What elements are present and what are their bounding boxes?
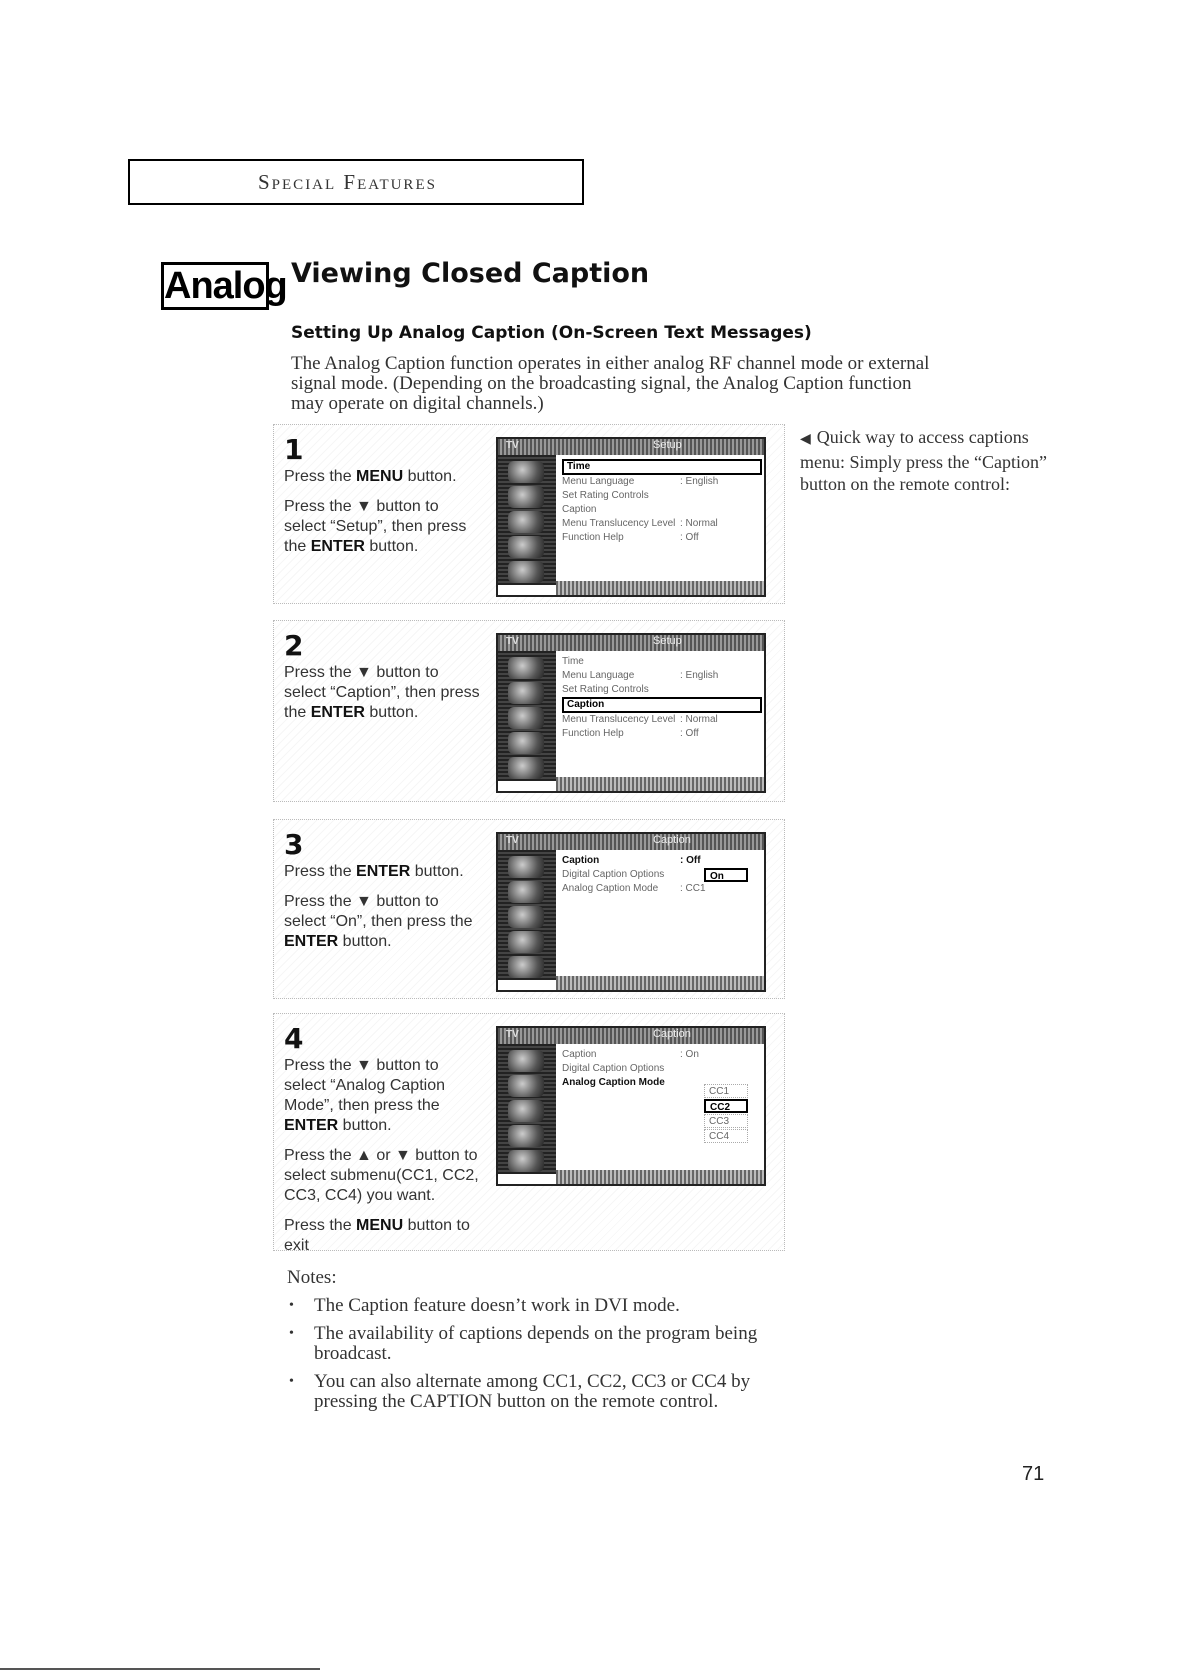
instruction-text: Press the (284, 1217, 357, 1234)
instruction-text: button. (338, 1117, 392, 1134)
menu-category-icon (508, 1100, 544, 1122)
notes-list (287, 1296, 787, 1412)
quick-access-text: Quick way to access captions menu: Simply press the “Caption” button on the remote control: (800, 427, 1047, 494)
menu-category-icon (508, 561, 544, 583)
tv-menu-title: Setup (653, 439, 682, 451)
tv-menu-item (562, 697, 762, 713)
tv-menu-item-label: Set Rating Controls (562, 684, 649, 695)
tv-menu-item (562, 489, 762, 503)
tv-menu-item (562, 854, 762, 868)
tv-menu-title: Caption (653, 1028, 691, 1040)
instruction-text: Press the (284, 468, 357, 485)
step-number: 4 (284, 1022, 304, 1055)
tv-menu-item-label: Menu Language (562, 476, 635, 487)
tv-menu-title: Setup (653, 635, 682, 647)
step-instructions (284, 467, 484, 567)
tv-menu-footer (556, 777, 764, 791)
tv-menu-header (498, 635, 764, 651)
button-name: ENTER (310, 538, 365, 555)
tv-menu-screen (496, 1026, 766, 1186)
bottom-rule (0, 1668, 320, 1670)
tv-menu-footer (556, 976, 764, 990)
menu-category-icon (508, 707, 544, 729)
instruction-line (284, 1146, 484, 1206)
menu-category-icon (508, 511, 544, 533)
tv-menu-item-label: Digital Caption Options (562, 1063, 665, 1074)
tv-menu-footer (556, 1170, 764, 1184)
intro-paragraph (291, 354, 991, 414)
menu-category-icon (508, 536, 544, 558)
tv-menu-item (562, 531, 762, 545)
tv-menu-title: Caption (653, 834, 691, 846)
tv-menu-item-value: : Normal (680, 518, 718, 529)
tv-menu-item-value: : Off (680, 728, 699, 739)
menu-category-icon (508, 906, 544, 928)
menu-category-icon (508, 657, 544, 679)
instruction-text: button. (364, 538, 419, 555)
button-name: ENTER (284, 933, 339, 950)
button-name: MENU (356, 1217, 404, 1234)
tv-option: On (704, 868, 748, 882)
tv-menu-screen (496, 437, 766, 597)
instruction-text: button. (364, 704, 419, 721)
instruction-text: button. (410, 863, 464, 880)
button-name: ENTER (356, 863, 411, 880)
step-2 (273, 620, 785, 802)
instruction-line (284, 862, 484, 882)
tv-menu-item (562, 882, 762, 896)
tv-menu-item-value: : English (680, 476, 719, 487)
instruction-text: Press the ▲ or ▼ button to select submenu(CC1, CC2, CC3, CC4) you want. (284, 1147, 479, 1204)
tv-menu-item-value: : English (680, 670, 719, 681)
arrow-left-icon: ◀ (800, 432, 811, 447)
notes-section (287, 1268, 787, 1420)
tv-menu-item (562, 459, 762, 475)
instruction-text: Press the ▼ button to select “Analog Caption Mode”, then press the (284, 1057, 445, 1114)
instruction-text: button. (338, 933, 392, 950)
tv-option: CC1 (704, 1084, 748, 1098)
instruction-line (284, 497, 484, 557)
tv-menu-screen (496, 832, 766, 992)
tv-menu-item (562, 655, 762, 669)
instruction-line (284, 1216, 484, 1256)
instruction-text: button to exit (284, 1217, 470, 1254)
tv-menu-item-label: Function Help (562, 532, 624, 543)
menu-category-icon (508, 856, 544, 878)
tv-menu-item-label: Set Rating Controls (562, 490, 649, 501)
tv-menu-item-value: : Off (680, 532, 699, 543)
tv-menu-header (498, 439, 764, 455)
tv-option: CC2 (704, 1099, 748, 1113)
tv-menu-item (562, 503, 762, 517)
tv-menu-header (498, 834, 764, 850)
tv-menu-item-value: : Off (680, 855, 701, 866)
tv-menu-item-label: Caption (562, 504, 597, 515)
menu-category-icon (508, 486, 544, 508)
menu-category-icon (508, 956, 544, 978)
instruction-text: Press the ▼ button to select “Setup”, then press the (284, 498, 467, 555)
quick-access-note (800, 426, 1060, 495)
tv-option: CC4 (704, 1129, 748, 1143)
tv-menu-item-label: Time (567, 461, 591, 472)
tv-option-list (704, 868, 748, 883)
button-name: ENTER (284, 1117, 339, 1134)
tv-menu-item-label: Caption (567, 699, 605, 710)
tv-menu-item-label: Menu Language (562, 670, 635, 681)
tv-menu-item-label: Analog Caption Mode (562, 883, 659, 894)
tv-tab-label: TV (506, 440, 519, 451)
tv-menu-screen (496, 633, 766, 793)
tv-menu-item-label: Time (562, 656, 584, 667)
step-1 (273, 424, 785, 604)
menu-category-icon (508, 1050, 544, 1072)
menu-category-icon (508, 461, 544, 483)
tv-menu-list (562, 459, 762, 545)
button-name: MENU (356, 468, 404, 485)
step-number: 1 (284, 433, 304, 466)
instruction-text: button. (403, 468, 457, 485)
menu-category-icon (508, 931, 544, 953)
instruction-text: Press the ▼ button to select “Caption”, then press the (284, 664, 480, 721)
tv-menu-sidebar (498, 455, 556, 585)
step-instructions (284, 1056, 484, 1266)
intro-line: signal mode. (Depending on the broadcasting signal, the Analog Caption function (291, 373, 912, 394)
menu-category-icon (508, 881, 544, 903)
tv-tab-label: TV (506, 835, 519, 846)
step-number: 3 (284, 828, 304, 861)
tv-menu-list (562, 655, 762, 741)
note-item: • The availability of captions depends on the program being broadcast. (287, 1324, 787, 1364)
intro-line: may operate on digital channels.) (291, 393, 544, 414)
tv-menu-header (498, 1028, 764, 1044)
menu-category-icon (508, 732, 544, 754)
tv-menu-item (562, 1062, 762, 1076)
note-item: • You can also alternate among CC1, CC2, CC3 or CC4 by pressing the CAPTION button on the remote control. (287, 1372, 787, 1412)
menu-category-icon (508, 1075, 544, 1097)
menu-category-icon (508, 757, 544, 779)
instruction-line (284, 467, 484, 487)
step-4 (273, 1013, 785, 1254)
tv-menu-item-label: Caption (562, 1049, 597, 1060)
tv-menu-item (562, 669, 762, 683)
tv-menu-item (562, 475, 762, 489)
tv-tab-label: TV (506, 636, 519, 647)
tv-menu-item-value: : CC1 (680, 883, 706, 894)
analog-badge: Analog (161, 262, 269, 310)
note-item: • The Caption feature doesn’t work in DVI mode. (287, 1296, 787, 1316)
instruction-line (284, 663, 484, 723)
tv-menu-sidebar (498, 850, 556, 980)
tv-menu-item (562, 727, 762, 741)
tv-menu-item-label: Digital Caption Options (562, 869, 665, 880)
tv-menu-sidebar (498, 1044, 556, 1174)
intro-line: The Analog Caption function operates in either analog RF channel mode or external (291, 353, 930, 374)
tv-menu-item-label: Analog Caption Mode (562, 1077, 665, 1088)
menu-category-icon (508, 1125, 544, 1147)
tv-menu-item-label: Menu Translucency Level (562, 714, 676, 725)
menu-category-icon (508, 682, 544, 704)
tv-menu-sidebar (498, 651, 556, 781)
tv-menu-item (562, 1048, 762, 1062)
tv-menu-item-label: Menu Translucency Level (562, 518, 676, 529)
tv-menu-item (562, 517, 762, 531)
tv-option-list (704, 1084, 748, 1144)
step-instructions (284, 663, 484, 733)
tv-menu-footer (556, 581, 764, 595)
button-name: ENTER (310, 704, 365, 721)
page-number: 71 (1022, 1463, 1045, 1485)
tv-menu-item-value: : On (680, 1049, 699, 1060)
tv-menu-item-label: Caption (562, 855, 600, 866)
section-header: Special Features (258, 170, 437, 194)
tv-menu-item (562, 683, 762, 697)
tv-tab-label: TV (506, 1029, 519, 1040)
step-number: 2 (284, 629, 304, 662)
instruction-line (284, 892, 484, 952)
tv-menu-item-value: : Normal (680, 714, 718, 725)
section-subtitle: Setting Up Analog Caption (On-Screen Text Messages) (291, 323, 812, 343)
instruction-line (284, 1056, 484, 1136)
instruction-text: Press the ▼ button to select “On”, then press the (284, 893, 473, 930)
instruction-text: Press the (284, 863, 357, 880)
step-instructions (284, 862, 484, 962)
page-title: Viewing Closed Caption (291, 258, 650, 289)
menu-category-icon (508, 1150, 544, 1172)
tv-menu-item-label: Function Help (562, 728, 624, 739)
tv-menu-item (562, 713, 762, 727)
notes-title: Notes: (287, 1267, 337, 1288)
step-3 (273, 819, 785, 999)
tv-option: CC3 (704, 1114, 748, 1128)
